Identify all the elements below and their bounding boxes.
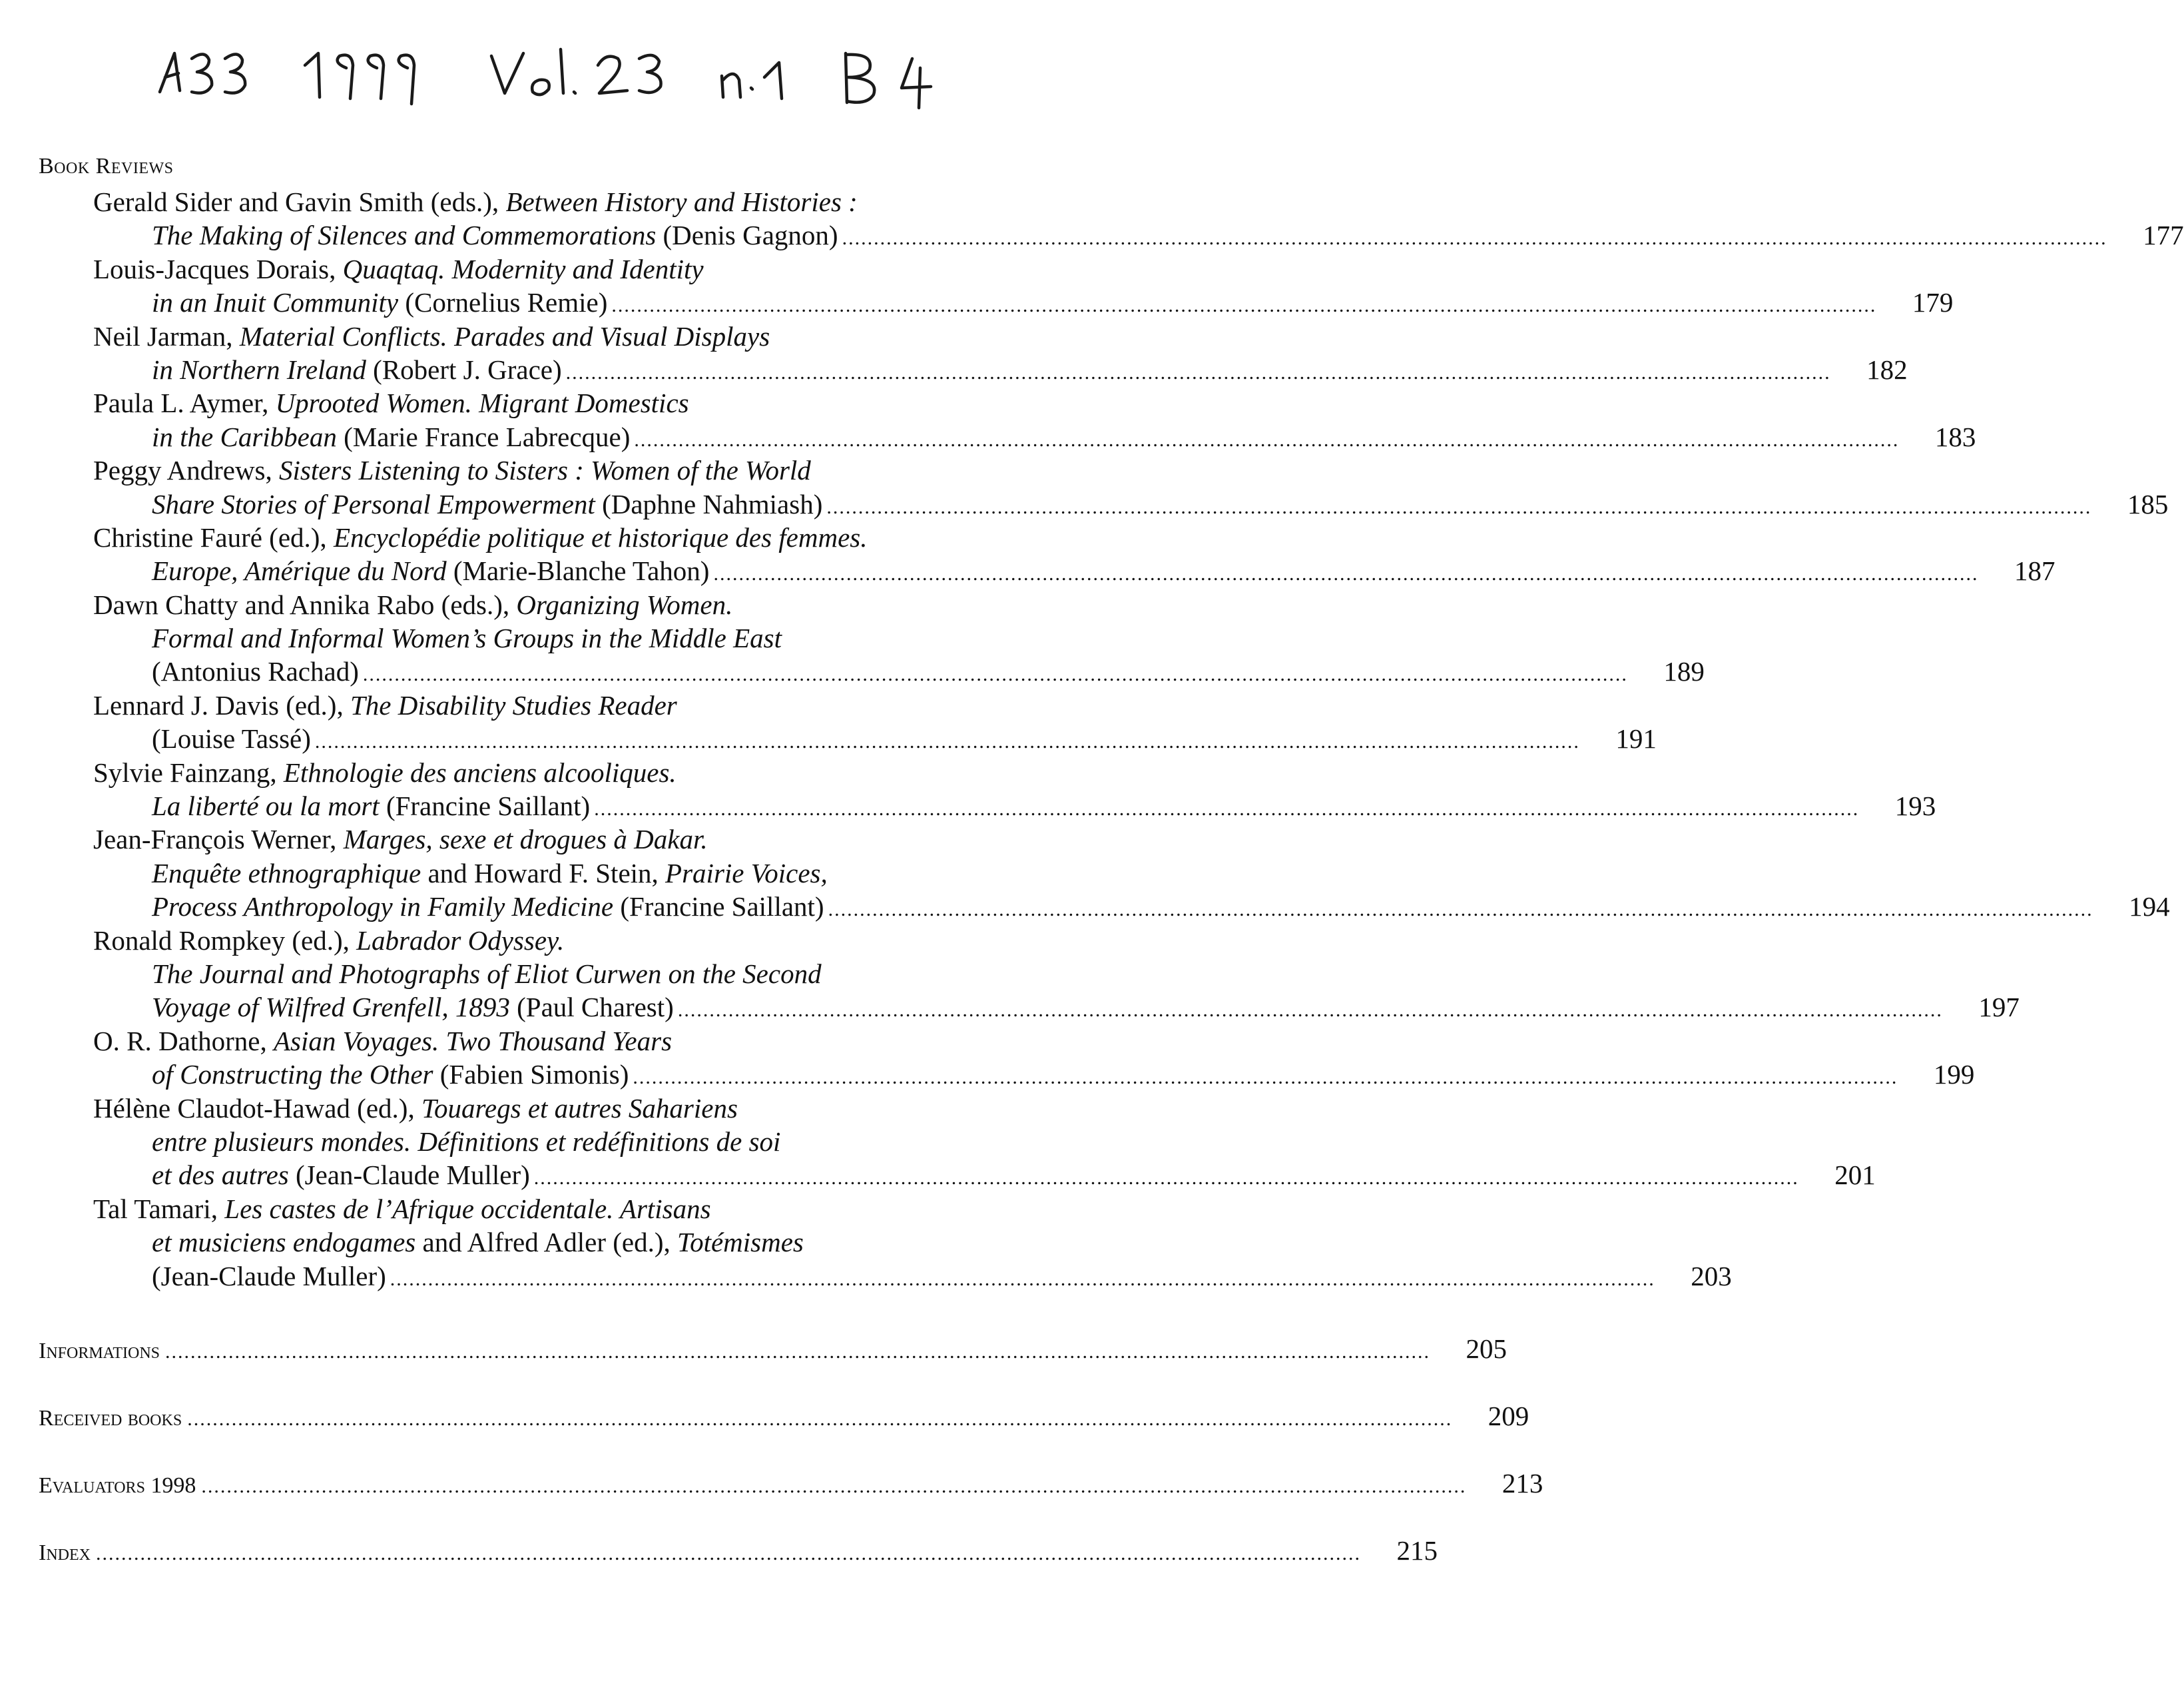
entry-text-segment: Jean-François Werner,: [93, 824, 344, 855]
page-number: 205: [1466, 1333, 1507, 1364]
book-title: The Journal and Photographs of Eliot Curwen on the Second: [152, 958, 822, 989]
entry-text: [152, 218, 838, 252]
entry-text-segment: Louis-Jacques Dorais,: [93, 253, 343, 284]
book-title: Material Conflicts. Parades and Visual Displays: [239, 320, 770, 352]
entry-text-segment: and Howard F. Stein,: [421, 857, 666, 888]
entry-text: [93, 925, 564, 956]
review-entry: [93, 1024, 1975, 1092]
dot-leader: ........................................................................................................................................................................................................: [390, 1267, 1655, 1290]
toc-section: [39, 1534, 1438, 1567]
entry-author-line: [93, 386, 1049, 420]
entry-author-line: [93, 823, 1049, 856]
entry-text-segment: O. R. Dathorne,: [93, 1025, 274, 1056]
review-entry: [93, 1092, 1876, 1192]
entry-title-line: [93, 286, 1954, 319]
book-title: in the Caribbean: [152, 421, 337, 452]
book-title: Encyclopédie politique et historique des femmes.: [333, 521, 868, 553]
entry-text-segment: (Francine Saillant): [379, 791, 591, 822]
entry-text: [93, 824, 708, 854]
dot-leader: ........................................................................................................................................................................................................: [201, 1475, 1467, 1497]
entry-text-segment: Gerald Sider and Gavin Smith (eds.),: [93, 186, 506, 217]
book-title: The Making of Silences and Commemorations: [152, 220, 657, 251]
book-title: entre plusieurs mondes. Définitions et redéfinitions de soi: [152, 1126, 781, 1157]
entry-text: [93, 455, 811, 486]
dot-leader: ........................................................................................................................................................................................................: [187, 1408, 1453, 1430]
toc-section-line: [39, 1534, 1438, 1567]
entry-text: [152, 623, 782, 653]
book-title: Ethnologie des anciens alcooliques.: [283, 757, 677, 788]
entry-title-line: [93, 856, 1049, 890]
book-title: et des autres: [152, 1160, 289, 1191]
entry-title-line: [93, 1158, 1876, 1191]
dot-leader: ........................................................................................................................................................................................................: [828, 898, 2093, 921]
entry-title-line: [93, 789, 1936, 823]
entry-text: [93, 757, 677, 788]
book-title: Process Anthropology in Family Medicine: [152, 891, 614, 922]
dot-leader: ........................................................................................................................................................................................................: [314, 731, 1580, 753]
toc-section: [39, 1399, 1529, 1433]
entry-text: [152, 1227, 804, 1257]
section-title-book-reviews: Book Reviews: [39, 154, 174, 178]
entry-text-segment: (Marie-Blanche Tahon): [446, 555, 710, 587]
entry-text: [152, 420, 630, 454]
dot-leader: ........................................................................................................................................................................................................: [594, 798, 1860, 821]
entry-text: [152, 655, 359, 688]
book-title: et musiciens endogames: [152, 1227, 416, 1258]
entry-text-segment: Hélène Claudot-Hawad (ed.),: [93, 1092, 421, 1124]
entry-text: [152, 1126, 780, 1157]
entry-text: [152, 1158, 530, 1191]
entry-text: [152, 286, 607, 319]
book-title: La liberté ou la mort: [152, 791, 380, 822]
entry-title-line: [93, 722, 1657, 755]
entry-author-line: [93, 252, 1049, 286]
review-entry: [93, 588, 1705, 689]
book-title: Formal and Informal Women’s Groups in the Middle East: [152, 623, 782, 654]
page-number: 209: [1488, 1401, 1529, 1431]
book-title: Touaregs et autres Sahariens: [421, 1092, 738, 1124]
book-title: Share Stories of Personal Empowerment: [152, 488, 595, 519]
review-entry: [93, 1192, 1732, 1293]
entry-title-line: [93, 990, 2020, 1024]
entry-text: [152, 890, 824, 923]
entry-text: [93, 522, 868, 553]
section-label: Informations: [39, 1339, 160, 1363]
handwritten-note: [153, 39, 965, 112]
page-number: 183: [1934, 421, 1976, 452]
page-number: 194: [2129, 891, 2170, 922]
entry-text: [93, 1026, 672, 1056]
entry-author-line: [93, 689, 1049, 722]
entry-title-line: [93, 957, 1049, 990]
review-entry: [93, 386, 1976, 454]
dot-leader: ........................................................................................................................................................................................................: [713, 563, 1979, 585]
book-title: Totémismes: [677, 1227, 804, 1258]
review-entry: [93, 320, 1908, 387]
dot-leader: ........................................................................................................................................................................................................: [611, 294, 1877, 317]
page-number: 189: [1663, 656, 1705, 687]
entry-author-line: [93, 521, 1049, 554]
entry-text: [93, 589, 732, 620]
book-title: The Disability Studies Reader: [350, 689, 677, 721]
review-entry: [93, 521, 2055, 588]
entry-title-line: [93, 1058, 1975, 1091]
book-title: in Northern Ireland: [152, 354, 366, 385]
dot-leader: ........................................................................................................................................................................................................: [634, 428, 1900, 451]
page-number: 187: [2014, 555, 2055, 587]
page-number: 193: [1894, 791, 1936, 822]
review-entry: [93, 924, 2020, 1024]
review-entry: [93, 252, 1954, 320]
section-label: Index: [39, 1540, 91, 1565]
page-number: 177: [2143, 220, 2184, 251]
book-title: Les castes de l’Afrique occidentale. Artisans: [224, 1193, 711, 1224]
entry-text-segment: (Jean-Claude Muller): [152, 1260, 386, 1291]
book-title: Between History and Histories :: [505, 186, 858, 217]
entry-text: [152, 353, 562, 386]
book-title: Organizing Women.: [516, 589, 733, 620]
review-entry: [93, 756, 1936, 823]
entry-text: [93, 388, 689, 418]
section-label: Received books: [39, 1406, 182, 1431]
page-number: 179: [1912, 287, 1954, 318]
page-number: 203: [1691, 1260, 1732, 1291]
page-number: 201: [1834, 1160, 1876, 1191]
dot-leader: ........................................................................................................................................................................................................: [842, 227, 2107, 250]
entry-text-segment: Sylvie Fainzang,: [93, 757, 284, 788]
entry-author-line: [93, 588, 1049, 621]
book-title: in an Inuit Community: [152, 287, 399, 318]
entry-text-segment: (Daphne Nahmiash): [595, 488, 823, 519]
book-review-list: [93, 185, 2184, 1293]
entry-text: [93, 1093, 738, 1124]
entry-author-line: [93, 185, 1049, 218]
entry-text-segment: Tal Tamari,: [93, 1193, 225, 1224]
entry-text-segment: (Marie France Labrecque): [336, 421, 631, 452]
entry-title-line: [93, 1125, 1049, 1158]
toc-section-line: [39, 1399, 1529, 1433]
book-title: Europe, Amérique du Nord: [152, 555, 447, 587]
book-title: Voyage of Wilfred Grenfell, 1893: [152, 992, 510, 1023]
entry-author-line: [93, 756, 1049, 789]
page-number: 185: [2127, 488, 2169, 519]
entry-text-segment: Ronald Rompkey (ed.),: [93, 924, 357, 956]
entry-title-line: [93, 655, 1705, 688]
entry-text-segment: Paula L. Aymer,: [93, 388, 276, 419]
entry-text-segment: Dawn Chatty and Annika Rabo (eds.),: [93, 589, 517, 620]
entry-author-line: [93, 924, 1049, 957]
entry-title-line: [93, 1225, 1049, 1259]
page-number: 197: [1978, 992, 2020, 1023]
entry-text-segment: Christine Fauré (ed.),: [93, 521, 334, 553]
dot-leader: ........................................................................................................................................................................................................: [677, 999, 1943, 1022]
review-entry: [93, 454, 2169, 521]
entry-text-segment: (Robert J. Grace): [366, 354, 562, 385]
entry-text-segment: (Francine Saillant): [613, 891, 824, 922]
entry-text-segment: Neil Jarman,: [93, 320, 240, 352]
dot-leader: ........................................................................................................................................................................................................: [533, 1167, 1799, 1189]
entry-text-segment: (Fabien Simonis): [433, 1059, 629, 1090]
book-title: Sisters Listening to Sisters : Women of the World: [279, 455, 811, 486]
entry-text-segment: Peggy Andrews,: [93, 455, 280, 486]
page-number: 191: [1615, 723, 1657, 755]
entry-text: [152, 722, 311, 755]
entry-text: [152, 1259, 386, 1293]
entry-title-line: [93, 1259, 1732, 1293]
entry-text: [152, 554, 709, 587]
toc-section-line: [39, 1332, 1507, 1365]
entry-text: [152, 858, 828, 888]
book-title: Enquête ethnographique: [152, 857, 421, 888]
entry-text-segment: (Jean-Claude Muller): [288, 1160, 530, 1191]
entry-title-line: [93, 353, 1908, 386]
review-entry: [93, 823, 2170, 923]
dot-leader: ........................................................................................................................................................................................................: [165, 1341, 1431, 1363]
dot-leader: ........................................................................................................................................................................................................: [362, 663, 1628, 686]
dot-leader: ........................................................................................................................................................................................................: [633, 1066, 1898, 1089]
entry-author-line: [93, 454, 1049, 487]
entry-text-segment: Lennard J. Davis (ed.),: [93, 689, 350, 721]
section-label: Evaluators 1998: [39, 1473, 196, 1498]
entry-text: [152, 789, 590, 823]
entry-text-segment: (Denis Gagnon): [656, 220, 838, 251]
handwritten-annotation-image: [153, 39, 965, 112]
entry-text: [93, 186, 858, 217]
entry-text: [152, 990, 674, 1024]
book-title: Asian Voyages. Two Thousand Years: [274, 1025, 673, 1056]
entry-title-line: [93, 621, 1049, 655]
entry-text: [93, 254, 704, 284]
entry-text: [93, 1193, 711, 1224]
entry-author-line: [93, 1024, 1049, 1058]
review-entry: [93, 689, 1657, 756]
page-number: 215: [1396, 1535, 1438, 1566]
toc-section-line: [39, 1467, 1543, 1500]
entry-title-line: [93, 420, 1976, 454]
entry-title-line: [93, 218, 2184, 252]
book-title: of Constructing the Other: [152, 1059, 433, 1090]
entry-text: [152, 958, 822, 989]
book-title: Labrador Odyssey.: [356, 924, 565, 956]
entry-text-segment: (Antonius Rachad): [152, 656, 359, 687]
dot-leader: ........................................................................................................................................................................................................: [95, 1542, 1361, 1564]
dot-leader: ........................................................................................................................................................................................................: [565, 361, 1831, 384]
review-entry: [93, 185, 2184, 252]
entry-text: [93, 690, 677, 721]
toc-section: [39, 1332, 1507, 1365]
page-number: 213: [1502, 1468, 1543, 1499]
entry-text: [152, 1058, 629, 1091]
entry-text: [152, 488, 822, 521]
dot-leader: ........................................................................................................................................................................................................: [826, 496, 2092, 518]
entry-author-line: [93, 1192, 1049, 1225]
toc-section: [39, 1467, 1543, 1500]
entry-author-line: [93, 320, 1049, 353]
book-title: Uprooted Women. Migrant Domestics: [275, 388, 689, 419]
book-title: Marges, sexe et drogues à Dakar.: [343, 824, 708, 855]
entry-title-line: [93, 890, 2170, 923]
entry-title-line: [93, 488, 2169, 521]
page-number: 199: [1933, 1059, 1975, 1090]
entry-author-line: [93, 1092, 1049, 1125]
entry-text-segment: (Paul Charest): [509, 992, 674, 1023]
entry-title-line: [93, 554, 2055, 587]
book-title: Quaqtaq. Modernity and Identity: [342, 253, 704, 284]
entry-text: [93, 321, 770, 352]
entry-text-segment: (Cornelius Remie): [398, 287, 608, 318]
page-number: 182: [1866, 354, 1908, 385]
entry-text-segment: (Louise Tassé): [152, 723, 311, 755]
book-title: Prairie Voices,: [665, 857, 828, 888]
entry-text-segment: and Alfred Adler (ed.),: [415, 1227, 678, 1258]
